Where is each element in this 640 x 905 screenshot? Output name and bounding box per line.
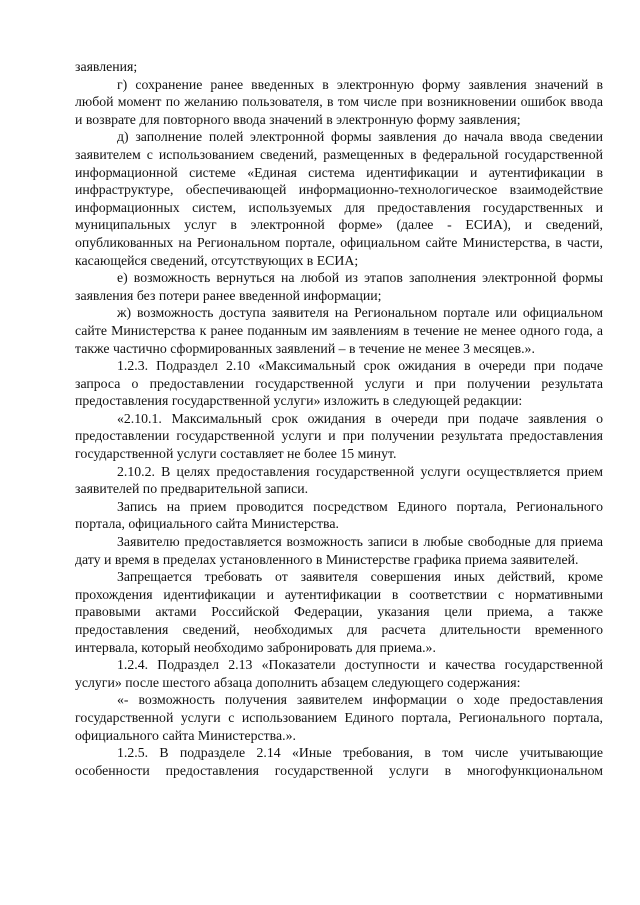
document-paragraph: «2.10.1. Максимальный срок ожидания в очереди при подаче заявления о предоставлении государственной услуги и при получении результата предоставления государственной услуги составляет не более 15 минут. [75, 410, 603, 462]
document-paragraph: Запрещается требовать от заявителя совершения иных действий, кроме прохождения идентификации и аутентификации в соответствии с нормативными правовыми актами Российской Федерации, указания цели приема, а также предоставления сведений, необходимых для расчета длительности временного интервала, который необходимо забронировать для приема.». [75, 569, 603, 655]
document-paragraph: 1.2.3. Подраздел 2.10 «Максимальный срок ожидания в очереди при подаче запроса о предоставлении государственной услуги и при получении результата предоставления государственной услуги» изложить в следующей редакции: [75, 358, 603, 409]
document-paragraph: Запись на прием проводится посредством Единого портала, Регионального портала, официального сайта Министерства. [75, 498, 603, 532]
document-paragraph: д) заполнение полей электронной формы заявления до начала ввода сведении заявителем с использованием сведений, размещенных в федеральной государственной информационной системе «Единая система идентификации и аутентификации в инфраструктуре, обеспечивающей информационно-технологическое взаимодействие информационных систем, используемых для предоставления государственных и муниципальных услуг в электронной форме» (далее - ЕСИА), и сведений, опубликованных на Региональном портале, официальном сайте Министерства, в части, касающейся сведений, отсутствующих в ЕСИА; [75, 129, 603, 268]
document-paragraph: ж) возможность доступа заявителя на Региональном портале или официальном сайте Министерства к ранее поданным им заявлениям в течение не менее одного года, а также частично сформированных заявлений – в течение не менее 3 месяцев.». [75, 305, 603, 356]
document-paragraph: Заявителю предоставляется возможность записи в любые свободные для приема дату и время в пределах установленного в Министерстве графика приема заявителей. [75, 534, 603, 567]
document-paragraph: 1.2.4. Подраздел 2.13 «Показатели доступности и качества государственной услуги» после шестого абзаца дополнить абзацем следующего содержания: [75, 657, 603, 690]
document-paragraph: 1.2.5. В подразделе 2.14 «Иные требования, в том числе учитывающие особенности предоставления государственной услуги в многофункциональном [75, 745, 603, 778]
document-page [75, 58, 603, 779]
document-paragraph: 2.10.2. В целях предоставления государственной услуги осуществляется прием заявителей по предварительной записи. [75, 463, 603, 497]
document-paragraph: «- возможность получения заявителем информации о ходе предоставления государственной услуги с использованием Единого портала, Регионального портала, официального сайта Министерства.». [75, 692, 603, 743]
document-paragraph: е) возможность вернуться на любой из этапов заполнения электронной формы заявления без потери ранее введенной информации; [75, 270, 603, 303]
document-paragraph: г) сохранение ранее введенных в электронную форму заявления значений в любой момент по желанию пользователя, в том числе при возникновении ошибок ввода и возврате для повторного ввода значений в электронную форму заявления; [75, 76, 603, 127]
document-paragraph: заявления; [75, 59, 138, 74]
